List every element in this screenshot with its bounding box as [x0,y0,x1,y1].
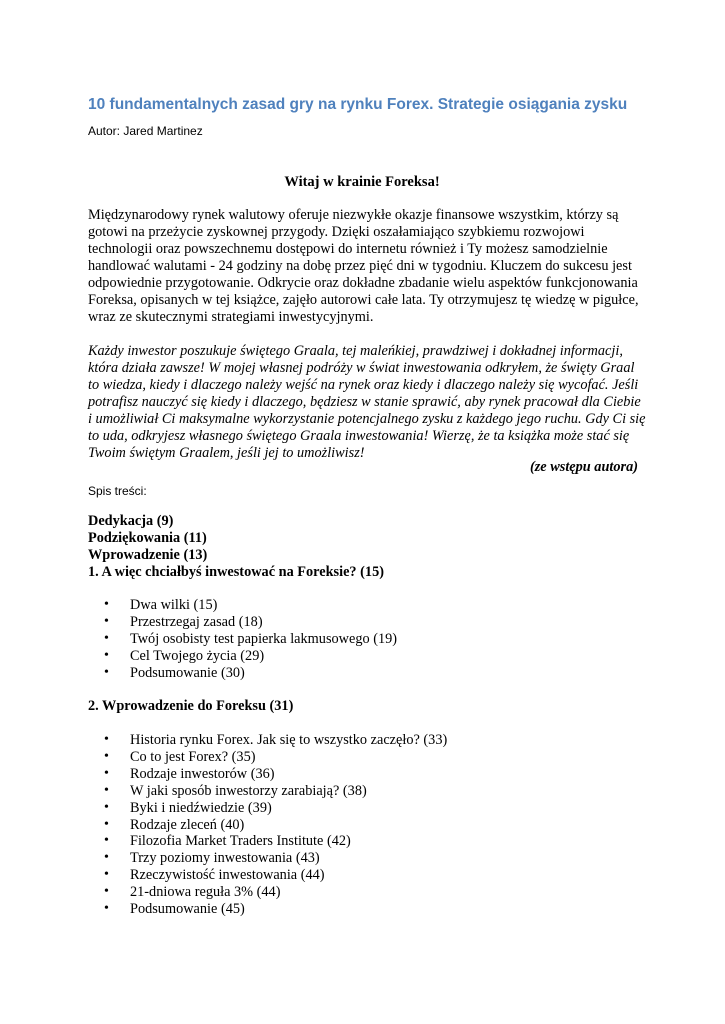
toc-entry-introduction: Wprowadzenie (13) [88,547,208,563]
toc-label: Spis treści: [88,484,147,498]
quote-source: (ze wstępu autora) [529,459,638,475]
list-item: • Przestrzegaj zasad (18) [104,614,397,631]
list-item: • Cel Twojego życia (29) [104,648,397,665]
list-item: • Filozofia Market Traders Institute (42) [104,833,447,850]
list-item: • Podsumowanie (45) [104,901,447,918]
toc-entry-acknowledgements: Podziękowania (11) [88,530,207,546]
list-item: • W jaki sposób inwestorzy zarabiają? (38) [104,783,447,800]
toc-chapter-2-title: 2. Wprowadzenie do Foreksu (31) [88,698,294,714]
toc-entry-dedication: Dedykacja (9) [88,513,174,529]
list-item: • Twój osobisty test papierka lakmusowego (19) [104,631,397,648]
list-item: • Trzy poziomy inwestowania (43) [104,850,447,867]
document-title: 10 fundamentalnych zasad gry na rynku Forex. Strategie osiągania zysku [88,96,628,113]
toc-chapter-1-title: 1. A więc chciałbyś inwestować na Foreksie? (15) [88,564,384,580]
list-item: • Rodzaje zleceń (40) [104,817,447,834]
list-item: • Byki i niedźwiedzie (39) [104,800,447,817]
list-item: • Historia rynku Forex. Jak się to wszystko zaczęło? (33) [104,732,447,749]
intro-paragraph: Międzynarodowy rynek walutowy oferuje niezwykłe okazje finansowe wszystkim, którzy są gotowi na przeżycie zyskownej przygody. Dzięki oszałamiająco szybkiemu rozwojowi technologii oraz powszechnemu dostępowi do internetu również i Ty możesz samodzielnie handlować walutami - 24 godziny na dobę przez pięć dni w tygodniu. Kluczem do sukcesu jest odpowiednie przygotowanie. Odkrycie oraz dokładne zbadanie wielu aspektów funkcjonowania Foreksa, opisanych w tej książce, zajęło autorowi całe lata. Ty otrzymujesz tę wiedzę w pigułce, wraz ze skutecznymi strategiami inwestycyjnymi. [88,207,639,325]
list-item: • Rzeczywistość inwestowania (44) [104,867,447,884]
toc-chapter-1-list [104,597,397,682]
list-item: • Podsumowanie (30) [104,665,397,682]
list-item: • 21-dniowa reguła 3% (44) [104,884,447,901]
toc-chapter-2-list [104,732,447,918]
quote-paragraph: Każdy inwestor poszukuje świętego Graala, tej maleńkiej, prawdziwej i dokładnej informacji, która działa zawsze! W mojej własnej podróży w świat inwestowania odkryłem, że święty Graal to wiedza, kiedy i dlaczego należy wejść na rynek oraz kiedy i dlaczego należy się wycofać. Jeśli potrafisz nauczyć się kiedy i dlaczego, będziesz w stanie sprawić, aby rynek pracował dla Ciebie i umożliwiał Ci maksymalne wykorzystanie potencjalnego zysku z każdego jego ruchu. Gdy Ci się to uda, odkryjesz własnego świętego Graala inwestowania! Wierzę, że ta książka może stać się Twoim świętym Graalem, jeśli jej to umożliwisz! [88,343,646,461]
list-item: • Rodzaje inwestorów (36) [104,766,447,783]
author-line: Autor: Jared Martinez [88,124,203,138]
list-item: • Co to jest Forex? (35) [104,749,447,766]
list-item: • Dwa wilki (15) [104,597,397,614]
section-heading: Witaj w krainie Foreksa! [284,174,440,190]
